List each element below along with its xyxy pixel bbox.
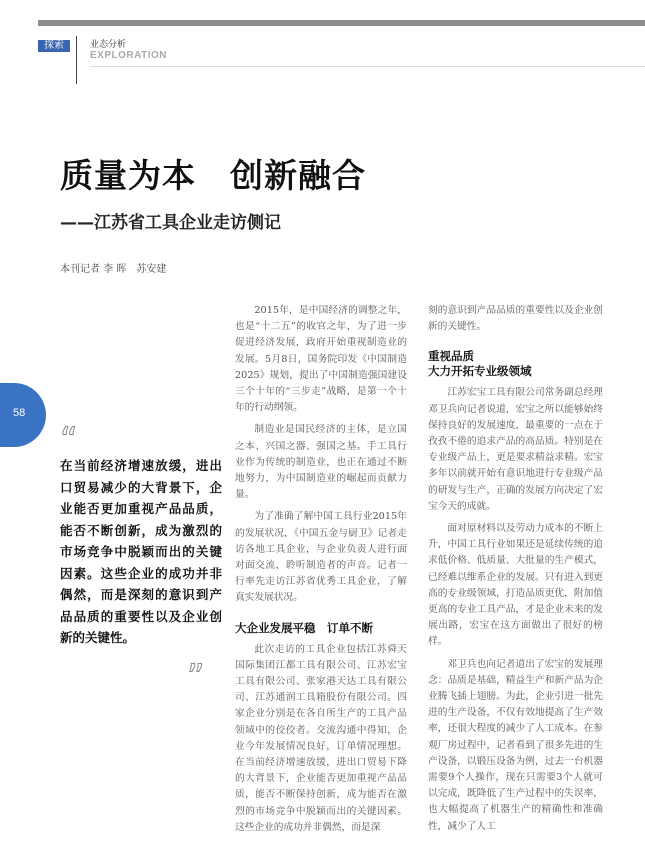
paragraph: 面对原材料以及劳动力成本的不断上升，中国工具行业如果还是延续传统的追求低价格、低质量、大批量的生产模式，已经难以维系企业的发展。只有进入到更高的专业级领域，打造品质更优，附加值更高的专业工具产品，才是企业未来的发展出路，宏宝在这方面做出了很好的榜样。	[428, 523, 603, 648]
paragraph: 邓卫兵也向记者道出了宏宝的发展理念：品质是基础，精益生产和新产品为企业腾飞插上翅膀。为此，企业引进一批先进的生产设备，不仅有效地提高了生产效率，还很大程度的减少了人工成本。在参观厂房过程中，记者看到了很多先进的生产设备，以锻压设备为例，过去一台机器需要9个人操作，现在只需要3个人就可以完成，既降低了生产过程中的失误率，也大幅提高了机器生产的精确性和准确性，减少了人工	[428, 658, 603, 832]
open-quote-icon: “	[60, 420, 78, 460]
section-tag: 探索	[38, 40, 70, 52]
article-column-3	[428, 303, 603, 841]
paragraph: 制造业是国民经济的主体，是立国之本、兴国之器、强国之基。手工具行业作为传统的制造业，也正在通过不断地努力，为中国制造业的崛起而贡献力量。	[235, 424, 407, 501]
article-subtitle: ——江苏省工具企业走访侧记	[60, 213, 281, 233]
article-title: 质量为本 创新融合	[60, 156, 366, 195]
paragraph: 2015年，是中国经济的调整之年，也是“十二五”的收官之年，为了进一步促进经济发展，政府开始重视制造业的发展。5月8日，国务院印发《中国制造2025》规划，提出了中国制造强国建设三个十年的“三步走”战略，是第一个十年的行动纲领。	[235, 305, 407, 414]
paragraph: 此次走访的工具企业包括江苏舜天国际集团江都工具有限公司、江苏宏宝工具有限公司、张家港天达工具有限公司、江苏通润工具箱股份有限公司。四家企业分别是在各自所生产的工具产品领域中的佼佼者。交流沟通中得知，企业今年发展情况良好，订单情况理想。在当前经济增速放缓，进出口贸易下降的大背景下，企业能否更加重视产品品质，能否不断保持创新，成为能否在激烈的市场竞争中脱颖而出的关键因素。这些企业的成功并非偶然，而是深	[235, 643, 407, 833]
paragraph: 为了准确了解中国工具行业2015年的发展状况，《中国五金与厨卫》记者走访各地工具企业，与企业负责人进行面对面交流，聆听制造者的声音。记者一行率先走访江苏省优秀工具企业，了解真实发展状况。	[235, 511, 407, 604]
paragraph: 刻的意识到产品品质的重要性以及企业创新的关键性。	[428, 305, 603, 333]
header-rule	[90, 66, 645, 67]
section-name-en: EXPLORATION	[90, 50, 167, 61]
section-name: 业态分析	[90, 40, 127, 50]
header-divider	[76, 36, 77, 84]
paragraph: 江苏宏宝工具有限公司常务副总经理邓卫兵向记者说道，宏宝之所以能够始终保持良好的发展速度，最重要的一点在于孜孜不倦的追求产品的高品质。特别是在专业级产品上，更是要求精益求精。宏宝多年以前就开始有意识地进行专业级产品的研发与生产，正确的发展方向决定了宏宝今天的成就。	[428, 387, 603, 512]
pull-quote: 在当前经济增速放缓，进出口贸易减少的大背景下，企业能否更加重视产品品质，能否不断创新，成为激烈的市场竞争中脱颖而出的关键因素。这些企业的成功并非偶然，而是深刻的意识到产品品质的重要性以及企业创新的关键性。	[60, 458, 222, 645]
close-quote-icon: ”	[187, 657, 205, 697]
heading-line: 大力开拓专业级领域	[428, 364, 532, 379]
section-heading	[428, 349, 603, 379]
byline: 本刊记者 李 晖 苏安建	[60, 264, 167, 275]
heading-line: 重视品质	[428, 349, 474, 364]
section-heading: 大企业发展平稳 订单不断	[235, 620, 373, 635]
article-column-2	[235, 303, 407, 842]
top-rule	[38, 20, 645, 26]
page-number: 58	[13, 407, 26, 419]
